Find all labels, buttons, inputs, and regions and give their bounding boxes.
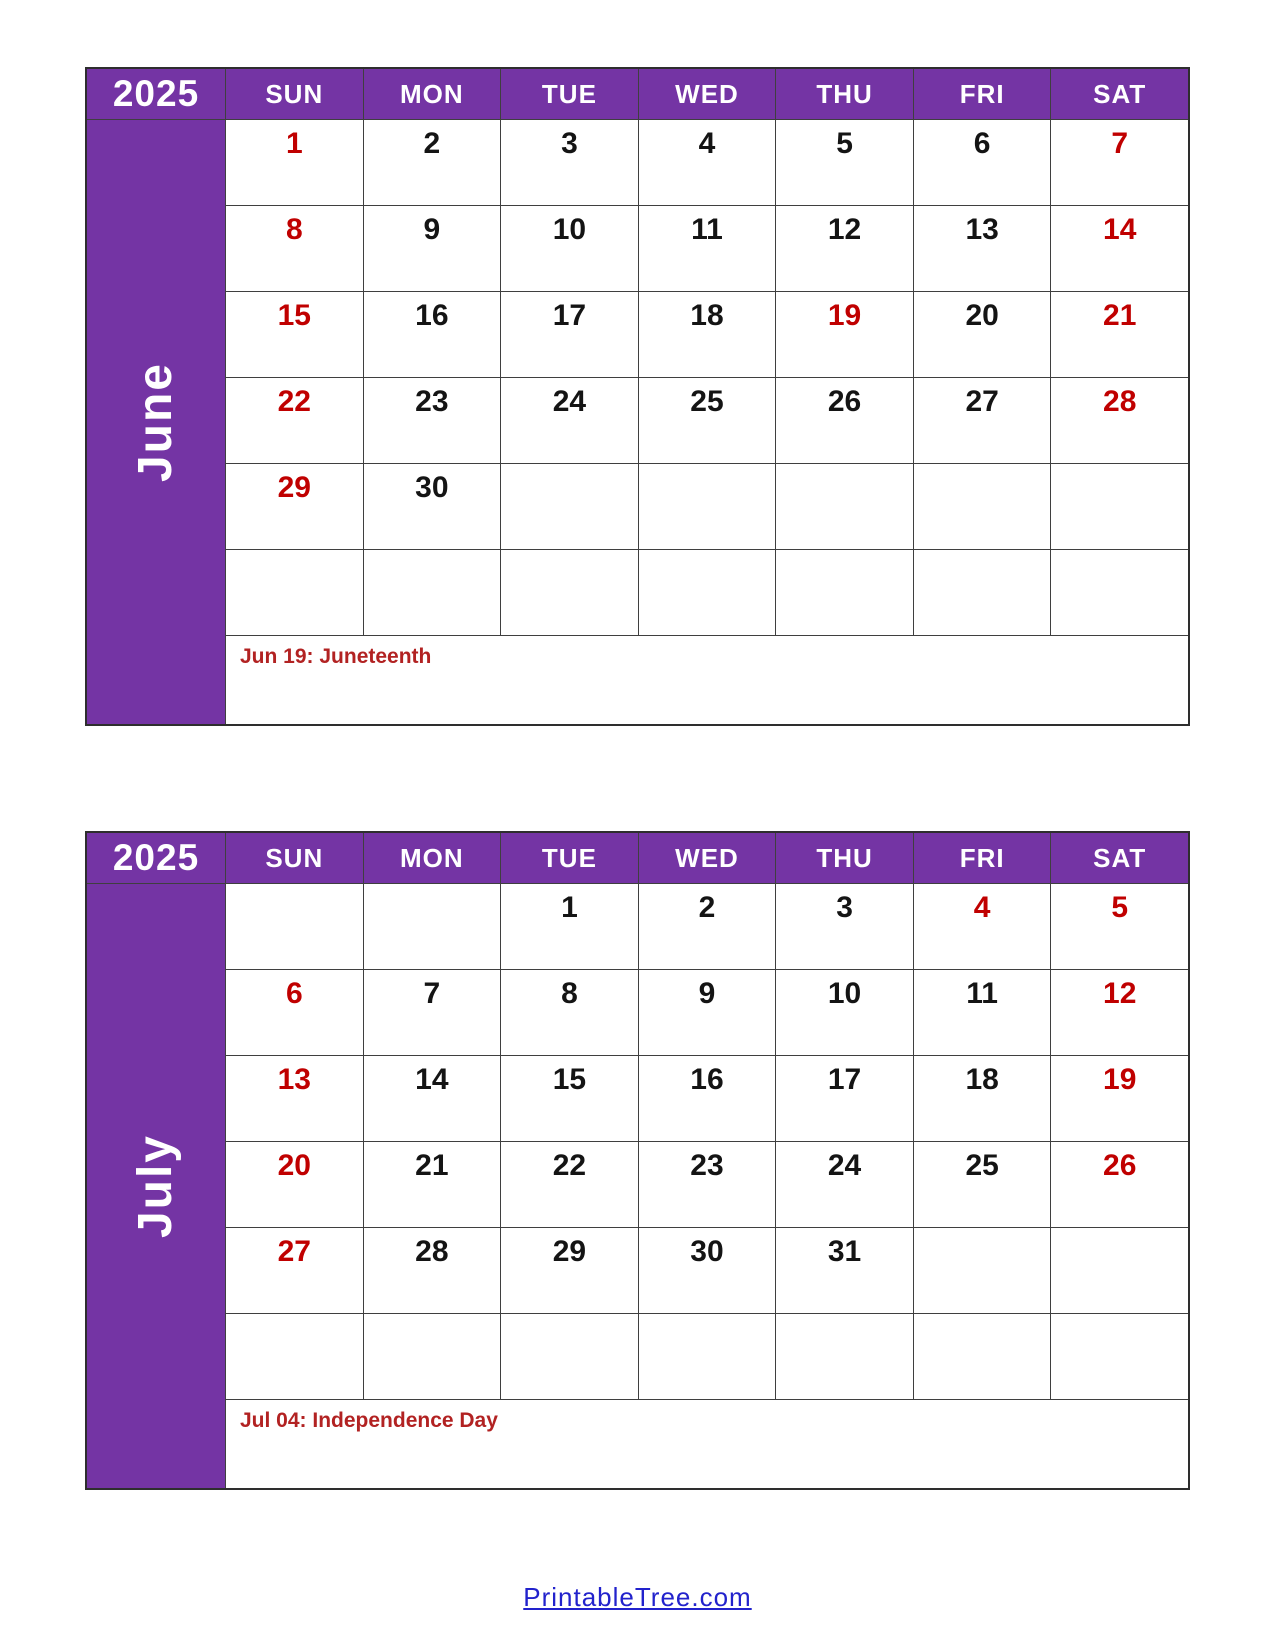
date-cell: 12	[1051, 970, 1188, 1055]
date-cell: 11	[639, 206, 776, 291]
date-cell: 30	[364, 464, 501, 549]
date-cell: 23	[639, 1142, 776, 1227]
footer	[0, 1582, 1275, 1613]
date-cell: 26	[1051, 1142, 1188, 1227]
date-cell	[501, 1314, 638, 1399]
date-cell: 25	[914, 1142, 1051, 1227]
date-cell	[226, 550, 363, 635]
date-cell: 18	[639, 292, 776, 377]
date-cell: 8	[226, 206, 363, 291]
date-cell: 4	[914, 884, 1051, 969]
date-cell: 4	[639, 120, 776, 205]
day-header-fri: FRI	[914, 69, 1051, 119]
date-cell	[639, 550, 776, 635]
date-cell: 16	[364, 292, 501, 377]
date-cell: 24	[776, 1142, 913, 1227]
date-cell: 15	[501, 1056, 638, 1141]
date-cell: 22	[501, 1142, 638, 1227]
day-header-tue: TUE	[501, 69, 638, 119]
date-cell: 31	[776, 1228, 913, 1313]
date-cell: 8	[501, 970, 638, 1055]
date-cell	[1051, 1314, 1188, 1399]
date-cell: 10	[776, 970, 913, 1055]
day-header-sat: SAT	[1051, 69, 1188, 119]
date-cell: 10	[501, 206, 638, 291]
day-header-wed: WED	[639, 69, 776, 119]
date-cell: 1	[501, 884, 638, 969]
date-cell	[639, 1314, 776, 1399]
day-header-sun: SUN	[226, 69, 363, 119]
calendar-july	[85, 831, 1190, 1490]
date-cell: 9	[639, 970, 776, 1055]
date-cell: 7	[1051, 120, 1188, 205]
date-cell	[1051, 464, 1188, 549]
date-cell: 27	[226, 1228, 363, 1313]
date-cell	[364, 884, 501, 969]
month-sidebar	[87, 884, 225, 1488]
date-cell: 2	[639, 884, 776, 969]
date-cell: 11	[914, 970, 1051, 1055]
day-header-thu: THU	[776, 833, 913, 883]
date-cell: 25	[639, 378, 776, 463]
date-cell	[914, 1228, 1051, 1313]
date-cell	[226, 884, 363, 969]
date-cell	[1051, 1228, 1188, 1313]
date-cell: 20	[226, 1142, 363, 1227]
date-cell	[226, 1314, 363, 1399]
date-cell	[501, 464, 638, 549]
date-cell	[776, 550, 913, 635]
date-cell: 5	[776, 120, 913, 205]
year-badge: 2025	[87, 833, 225, 883]
date-cell: 29	[501, 1228, 638, 1313]
date-cell	[914, 464, 1051, 549]
date-cell: 21	[364, 1142, 501, 1227]
date-cell: 19	[1051, 1056, 1188, 1141]
date-cell: 18	[914, 1056, 1051, 1141]
date-cell: 17	[776, 1056, 913, 1141]
date-cell: 17	[501, 292, 638, 377]
date-cell: 16	[639, 1056, 776, 1141]
day-header-fri: FRI	[914, 833, 1051, 883]
date-cell	[1051, 550, 1188, 635]
calendar-june	[85, 67, 1190, 726]
date-cell	[364, 1314, 501, 1399]
day-header-wed: WED	[639, 833, 776, 883]
date-cell: 22	[226, 378, 363, 463]
date-cell: 28	[364, 1228, 501, 1313]
date-cell: 13	[226, 1056, 363, 1141]
date-cell: 12	[776, 206, 913, 291]
date-cell: 28	[1051, 378, 1188, 463]
date-cell: 7	[364, 970, 501, 1055]
date-cell	[914, 1314, 1051, 1399]
date-cell	[776, 464, 913, 549]
date-cell: 3	[501, 120, 638, 205]
footer-link[interactable]: PrintableTree.com	[523, 1582, 752, 1612]
date-cell	[501, 550, 638, 635]
date-cell: 14	[1051, 206, 1188, 291]
month-label: July	[129, 1133, 182, 1239]
day-header-mon: MON	[364, 69, 501, 119]
date-cell: 29	[226, 464, 363, 549]
date-cell	[364, 550, 501, 635]
holiday-note: Jun 19: Juneteenth	[226, 636, 1188, 724]
date-cell: 20	[914, 292, 1051, 377]
date-cell: 27	[914, 378, 1051, 463]
date-cell: 24	[501, 378, 638, 463]
date-cell: 13	[914, 206, 1051, 291]
year-badge: 2025	[87, 69, 225, 119]
date-cell: 6	[226, 970, 363, 1055]
date-cell: 2	[364, 120, 501, 205]
date-cell: 14	[364, 1056, 501, 1141]
date-cell: 9	[364, 206, 501, 291]
date-cell: 19	[776, 292, 913, 377]
date-cell	[914, 550, 1051, 635]
date-cell: 5	[1051, 884, 1188, 969]
day-header-tue: TUE	[501, 833, 638, 883]
day-header-sat: SAT	[1051, 833, 1188, 883]
date-cell: 15	[226, 292, 363, 377]
date-cell: 23	[364, 378, 501, 463]
day-header-thu: THU	[776, 69, 913, 119]
date-cell	[776, 1314, 913, 1399]
holiday-note: Jul 04: Independence Day	[226, 1400, 1188, 1488]
date-cell: 6	[914, 120, 1051, 205]
month-sidebar	[87, 120, 225, 724]
date-cell: 21	[1051, 292, 1188, 377]
month-label: June	[129, 361, 182, 483]
day-header-mon: MON	[364, 833, 501, 883]
date-cell: 1	[226, 120, 363, 205]
date-cell: 26	[776, 378, 913, 463]
date-cell	[639, 464, 776, 549]
day-header-sun: SUN	[226, 833, 363, 883]
date-cell: 3	[776, 884, 913, 969]
date-cell: 30	[639, 1228, 776, 1313]
